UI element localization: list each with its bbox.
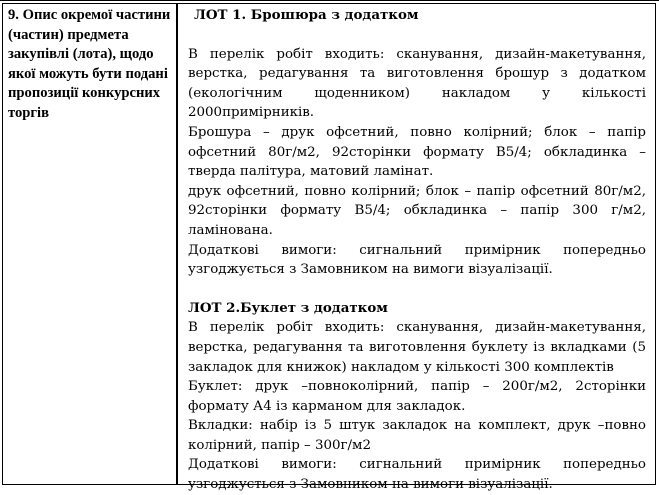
lot2-scope: В перелік робіт входить: сканування, дизайн-макетування, верстка, редагування та виготовлення буклету із вкладками (5 закладок для книжок) накладом у кількості 300 комплектів bbox=[188, 320, 646, 375]
lot2-requirements: Додаткові вимоги: сигнальний примірник попередньо узгоджується з Замовником на вимоги візуалізації. bbox=[188, 457, 646, 493]
table-row bbox=[2, 3, 656, 493]
lot1-addition-spec: друк офсетний, повно колірний; блок – папір офсетний 80г/м2, 92сторінки формату В5/4; обкладинка – папір 300 г/м2, ламінована. bbox=[188, 183, 646, 238]
criterion-label: 9. Опис окремої частини (частин) предмета закупівлі (лота), щодо якої можуть бути подані пропозиції конкурсних торгів bbox=[8, 7, 171, 121]
table-top-border bbox=[0, 0, 659, 1]
lot1-brochure-spec: Брошура – друк офсетний, повно колірний; блок – папір офсетний 80г/м2, 92сторінки формату В5/4; обкладинка – тверда палітура, матовий ламінат. bbox=[188, 124, 646, 180]
lot1-title: ЛОТ 1. Брошюра з додатком bbox=[194, 7, 419, 23]
description-cell bbox=[180, 4, 655, 493]
lot1-requirements: Додаткові вимоги: сигнальний примірник попередньо узгоджується з Замовником на вимоги візуалізації. bbox=[188, 242, 646, 278]
lot2-booklet-spec: Буклет: друк –повноколірний, папір – 200г/м2, 2сторінки формату А4 із карманом для закладок. bbox=[188, 379, 646, 414]
lot1-scope: В перелік робіт входить: сканування, дизайн-макетування, верстка, редагування та виготовлення брошур з додатком (екологічним щоденником) накладом у кількості 2000примірників. bbox=[188, 46, 646, 121]
lot2-inserts-spec: Вкладки: набір із 5 штук закладок на комплект, друк –повно колірний, папір – 300г/м2 bbox=[188, 418, 646, 453]
lot2-title: ЛОТ 2.Буклет з додатком bbox=[188, 299, 388, 316]
criterion-cell bbox=[3, 4, 178, 484]
